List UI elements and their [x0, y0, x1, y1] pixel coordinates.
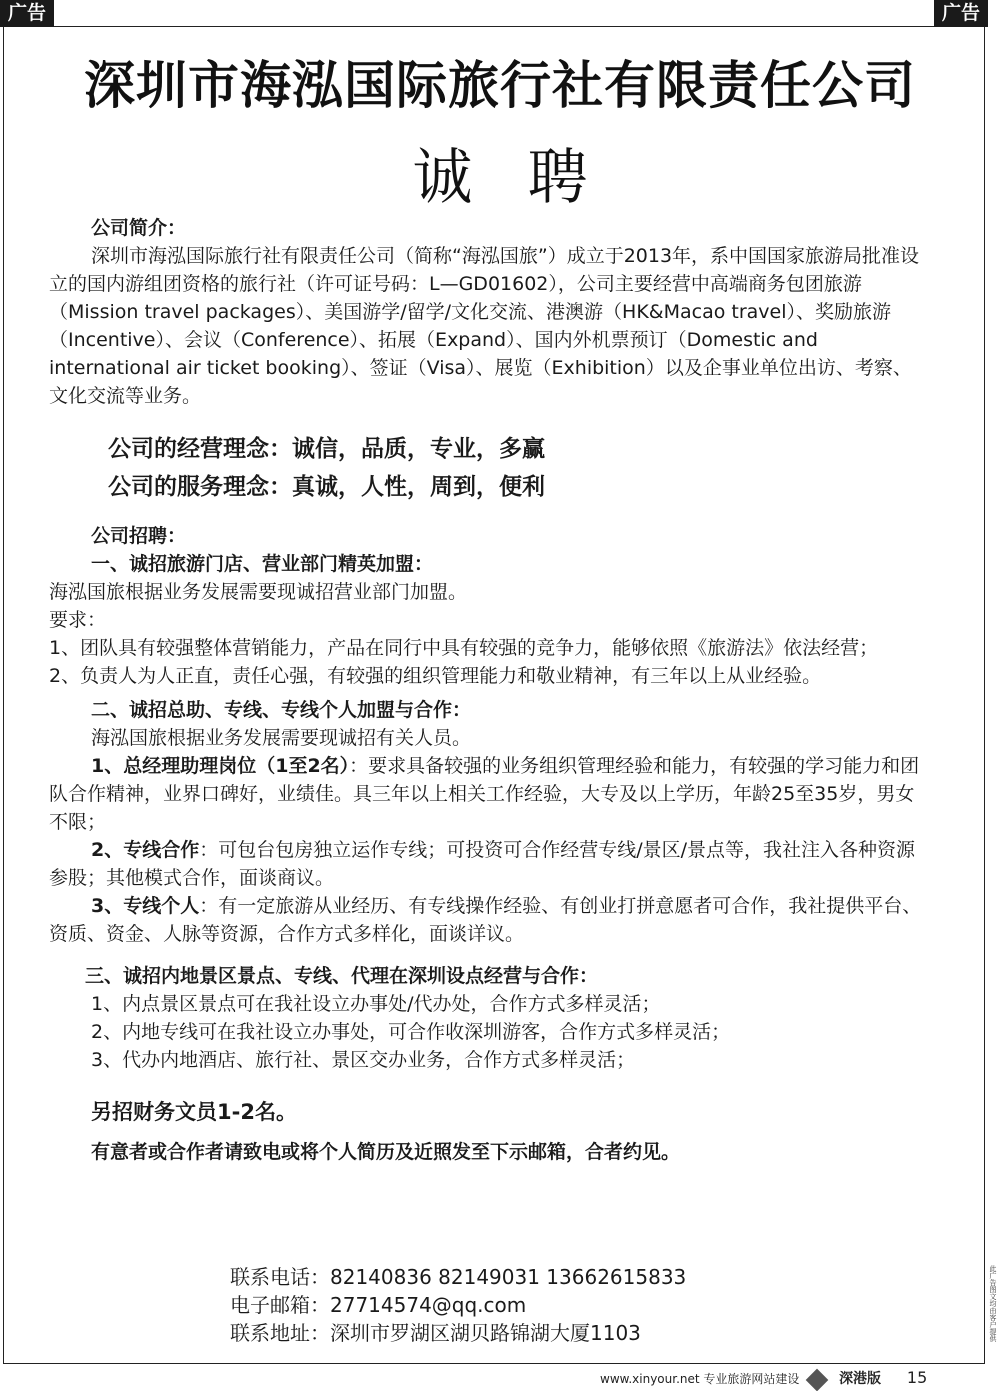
section1-title: 一、诚招旅游门店、营业部门精英加盟： — [91, 553, 434, 575]
extra-hiring: 另招财务文员1-2名。 — [91, 1100, 297, 1124]
footer-edition: 深港版 — [839, 1371, 882, 1387]
contact-email: 电子邮箱：27714574@qq.com — [230, 1293, 527, 1317]
section3-title: 三、诚招内地景区景点、专线、代理在深圳设点经营与合作： — [85, 965, 599, 987]
section2-item-1-label: 1、总经理助理岗位（1至2名） — [91, 755, 350, 777]
section2-title: 二、诚招总助、专线、专线个人加盟与合作： — [91, 699, 472, 721]
apply-note: 有意者或合作者请致电或将个人简历及近照发至下示邮箱，合者约见。 — [91, 1141, 681, 1163]
intro-section — [49, 214, 929, 410]
publication-logo-icon — [806, 1368, 829, 1391]
contact-phone: 联系电话：82140836 82149031 13662615833 — [230, 1265, 687, 1289]
page-number: 15 — [906, 1368, 928, 1387]
side-note: 此广告图文均由客户提供 — [989, 1265, 997, 1342]
section2-item-2-text: ：可包台包房独立运作专线；可投资可合作经营专线/景区/景点等，我社注入各种资源参股；其他模式合作，面谈商议。 — [49, 839, 916, 889]
section2-item-3-label: 3、专线个人 — [91, 895, 200, 917]
ad-label-left: 广告 — [0, 0, 54, 27]
section2-item-2-label: 2、专线合作 — [91, 839, 200, 861]
recruit-heading: 公司招聘： — [91, 525, 187, 547]
footer-site: www.xinyour.net 专业旅游网站建设 — [600, 1372, 800, 1386]
section2-item-1 — [49, 752, 929, 836]
section2-line: 海泓国旅根据业务发展需要现诚招有关人员。 — [91, 727, 472, 749]
section1-req-1: 1、团队具有较强整体营销能力，产品在同行中具有较强的竞争力，能够依照《旅游法》依法经营； — [49, 637, 879, 659]
ad-label-right: 广告 — [934, 0, 988, 27]
service-motto: 公司的服务理念：真诚，人性，周到，便利 — [108, 474, 545, 500]
section3-item-1: 1、内点景区景点可在我社设立办事处/代办处，合作方式多样灵活； — [91, 993, 661, 1015]
section2-item-2 — [49, 836, 929, 892]
contact-address: 联系地址：深圳市罗湖区湖贝路锦湖大厦1103 — [230, 1321, 641, 1345]
recruit-title: 诚聘 — [412, 143, 643, 213]
section2-item-3 — [49, 892, 929, 948]
section3-item-3: 3、代办内地酒店、旅行社、景区交办业务，合作方式多样灵活； — [91, 1049, 636, 1071]
section1-req-label: 要求： — [49, 609, 107, 631]
section3-item-2: 2、内地专线可在我社设立办事处，可合作收深圳游客，合作方式多样灵活； — [91, 1021, 731, 1043]
intro-heading: 公司简介： — [91, 217, 187, 239]
section2-item-1-text: ：要求具备较强的业务组织管理经验和能力，有较强的学习能力和团队合作精神，业界口碑好，业绩佳。具三年以上相关工作经验，大专及以上学历，年龄25至35岁，男女不限； — [49, 755, 920, 833]
section1-req-2: 2、负责人为人正直，责任心强，有较强的组织管理能力和敬业精神，有三年以上从业经验。 — [49, 665, 822, 687]
section1-line: 海泓国旅根据业务发展需要现诚招营业部门加盟。 — [49, 581, 468, 603]
page-footer — [600, 1368, 927, 1388]
section2-item-3-text: ：有一定旅游从业经历、有专线操作经验、有创业打拼意愿者可合作，我社提供平台、资质、资金、人脉等资源，合作方式多样化，面谈详议。 — [49, 895, 922, 945]
business-motto: 公司的经营理念：诚信，品质，专业，多赢 — [108, 436, 545, 462]
recruit-section — [49, 522, 929, 1166]
intro-text: 深圳市海泓国际旅行社有限责任公司（简称“海泓国旅”）成立于2013年，系中国国家旅游局批准设立的国内游组团资格的旅行社（许可证号码：L—GD01602），公司主要经营中高端商务包团旅游（Mission travel packages）、美国游学/留学/文化交流、港澳游（HK&Macao travel）、奖励旅游（Incentive）、会议（Conference）、拓展（Expand）、国内外机票预订（Domestic and international air ticket booking）、签证（Visa）、展览（Exhibition）以及企事业单位出访、考察、文化交流等业务。 — [49, 245, 920, 407]
company-title: 深圳市海泓国际旅行社有限责任公司 — [83, 57, 916, 116]
